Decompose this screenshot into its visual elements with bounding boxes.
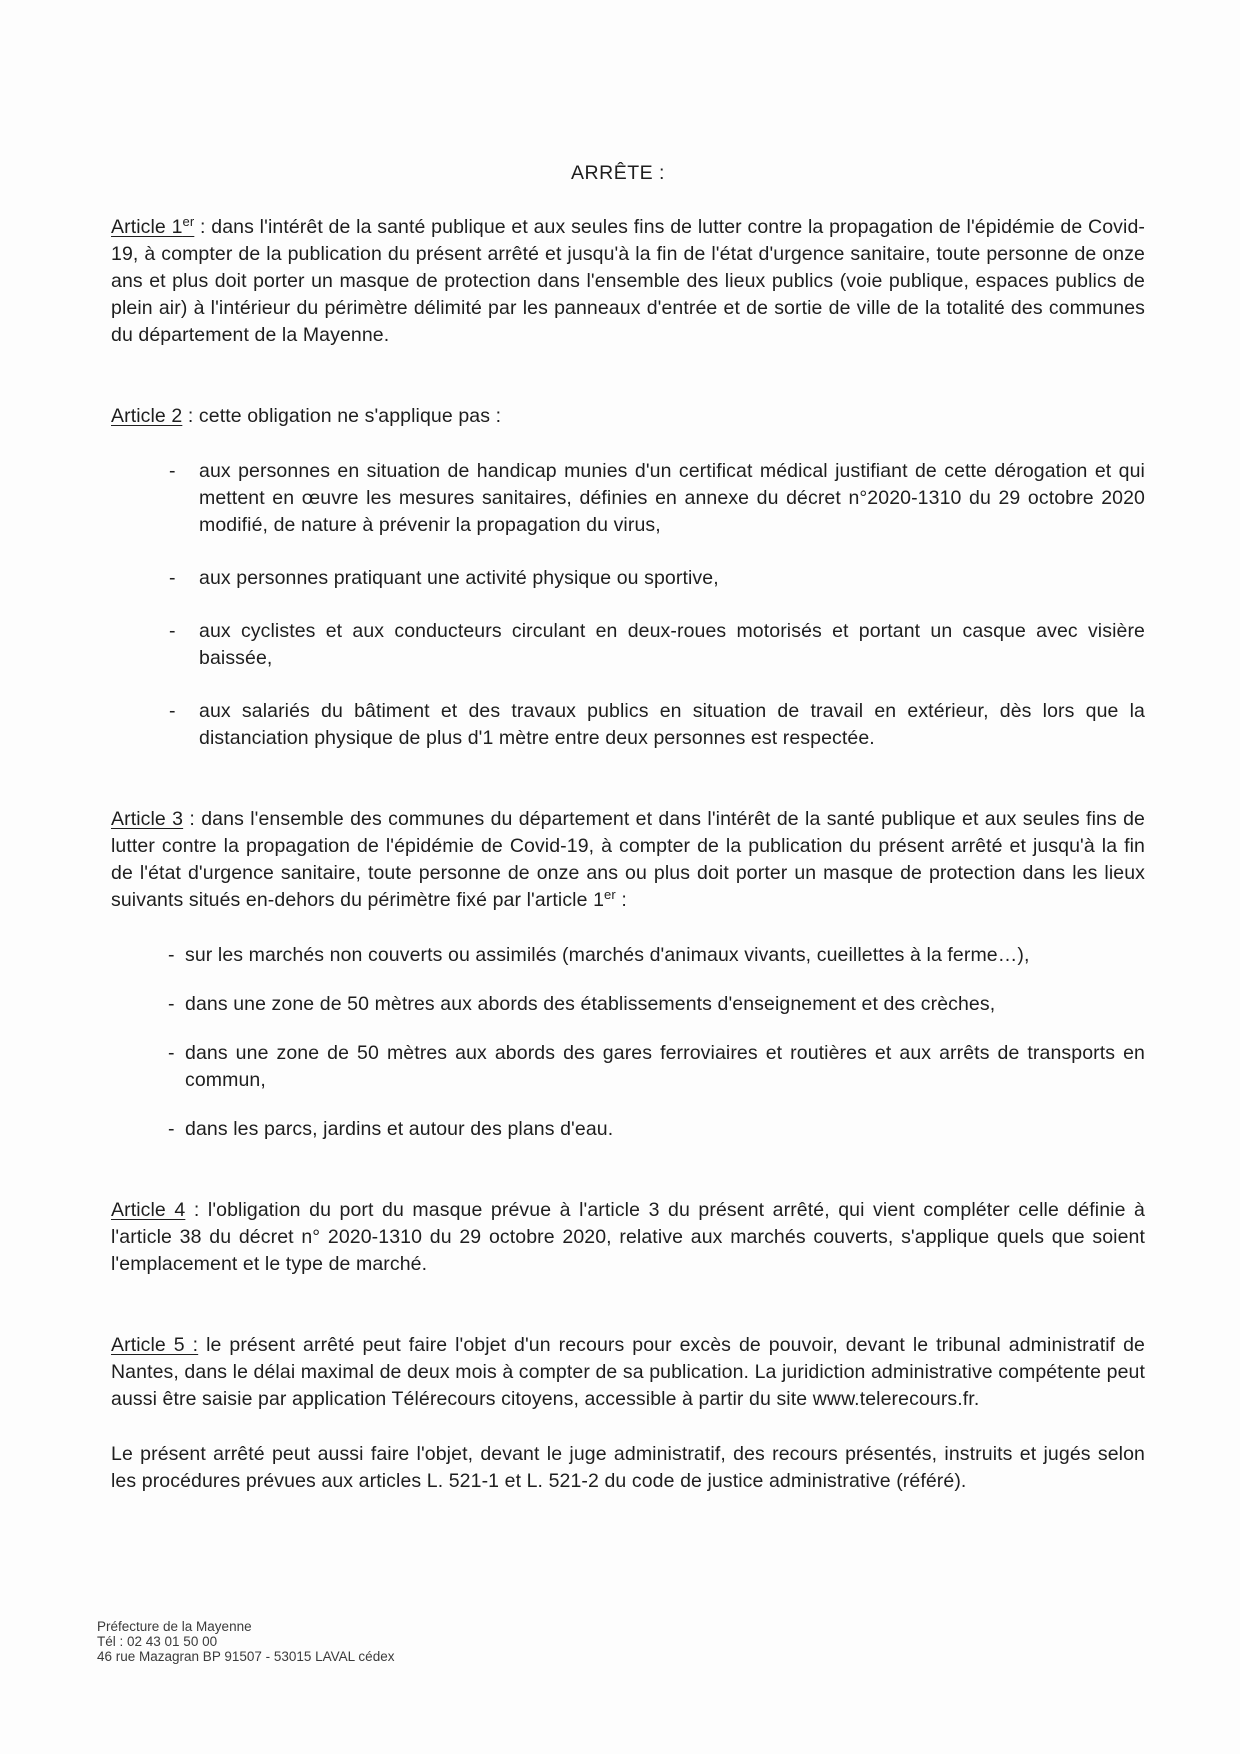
article-3-text-sup: er [604, 887, 616, 902]
document-title: ARRÊTE : [571, 162, 665, 184]
dash-bullet: - [168, 1118, 175, 1140]
list-item: - dans une zone de 50 mètres aux abords des gares ferroviaires et routières et aux arrêts de transports en commun, [168, 1042, 1145, 1091]
article-1-text: dans l'intérêt de la santé publique et aux seules fins de lutter contre la propagation de l'épidémie de Covid-19, à compter de la publication du présent arrêté et jusqu'à la fin de l'état d'urgence sanitaire, toute personne de onze ans et plus doit porter un masque de protection dans l'ensemble des lieux publics (voie publique, espaces publics de plein air) à l'intérieur du périmètre délimité par les panneaux d'entrée et de sortie de ville de la totalité des communes du département de la Mayenne. [111, 216, 1145, 346]
article-3-label: Article 3 [111, 808, 184, 830]
article-3-label-suffix: : [183, 808, 195, 830]
article-3 [111, 806, 1145, 914]
article-5-label: Article 5 : [111, 1334, 199, 1356]
article-4-text: l'obligation du port du masque prévue à l'article 3 du présent arrêté, qui vient compléter celle définie à l'article 38 du décret n° 2020-1310 du 29 octobre 2020, relative aux marchés couverts, s'applique quels que soient l'emplacement et le type de marché. [111, 1199, 1146, 1275]
footer-office-name: Préfecture de la Mayenne [97, 1619, 252, 1634]
article-4 [111, 1197, 1145, 1278]
dash-bullet: - [169, 700, 176, 722]
article-5-text: le présent arrêté peut faire l'objet d'un recours pour excès de pouvoir, devant le tribunal administratif de Nantes, dans le délai maximal de deux mois à compter de sa publication. La juridiction administrative compétente peut aussi être saisie par application Télérecours citoyens, accessible à partir du site www.telerecours.fr. [111, 1334, 1145, 1410]
article-3-location-list [111, 942, 1145, 1143]
article-1-label: Article 1er [111, 214, 195, 238]
article-1-label-suffix: : [194, 216, 206, 238]
article-2-exemption-list [111, 458, 1145, 752]
dash-bullet: - [169, 567, 176, 589]
prefecture-footer [97, 1619, 394, 1664]
footer-address: 46 rue Mazagran BP 91507 - 53015 LAVAL cédex [97, 1649, 395, 1664]
closing-paragraph: Le présent arrêté peut aussi faire l'objet, devant le juge administratif, des recours présentés, instruits et jugés selon les procédures prévues aux articles L. 521-1 et L. 521-2 du code de justice administrative (référé). [111, 1443, 1145, 1492]
article-3-text: dans l'ensemble des communes du département et dans l'intérêt de la santé publique et aux seules fins de lutter contre la propagation de l'épidémie de Covid-19, à compter de la publication du présent arrêté et jusqu'à la fin de l'état d'urgence sanitaire, toute personne de onze ans ou plus doit porter un masque de protection dans les lieux suivants situés en-dehors du périmètre fixé par l'article 1 [111, 808, 1145, 911]
article-2-label: Article 2 [111, 405, 183, 427]
dash-bullet: - [168, 993, 175, 1015]
list-item: - dans une zone de 50 mètres aux abords des établissements d'enseignement et des crèches, [111, 991, 1145, 1018]
article-2-label-suffix: : [182, 405, 194, 427]
article-5 [111, 1332, 1145, 1413]
dash-bullet: - [168, 1042, 175, 1064]
article-2-text: cette obligation ne s'applique pas : [193, 405, 502, 427]
article-4-label: Article 4 [111, 1199, 186, 1221]
article-1-label-sup: er [182, 214, 195, 229]
list-item: - sur les marchés non couverts ou assimilés (marchés d'animaux vivants, cueillettes à la ferme…), [111, 942, 1145, 969]
document-body [111, 160, 1145, 1495]
list-item: - aux personnes en situation de handicap munies d'un certificat médical justifiant de cette dérogation et qui mettent en œuvre les mesures sanitaires, définies en annexe du décret n°2020-1310 du 29 octobre 2020 modifié, de nature à prévenir la propagation du virus, [169, 460, 1145, 536]
article-4-label-suffix: : [185, 1199, 200, 1221]
article-2 [111, 403, 1145, 430]
article-3-text-end: : [615, 889, 627, 911]
dash-bullet: - [169, 620, 176, 642]
article-1 [111, 214, 1145, 349]
dash-bullet: - [168, 944, 175, 966]
footer-phone: Tél : 02 43 01 50 00 [97, 1634, 218, 1649]
list-item: - aux cyclistes et aux conducteurs circulant en deux-roues motorisés et portant un casque avec visière baissée, [169, 620, 1145, 669]
list-item: - aux personnes pratiquant une activité physique ou sportive, [111, 565, 1145, 592]
list-item: - aux salariés du bâtiment et des travaux publics en situation de travail en extérieur, dès lors que la distanciation physique de plus d'1 mètre entre deux personnes est respectée. [169, 700, 1145, 749]
dash-bullet: - [169, 460, 176, 482]
list-item: - dans les parcs, jardins et autour des plans d'eau. [111, 1116, 1145, 1143]
